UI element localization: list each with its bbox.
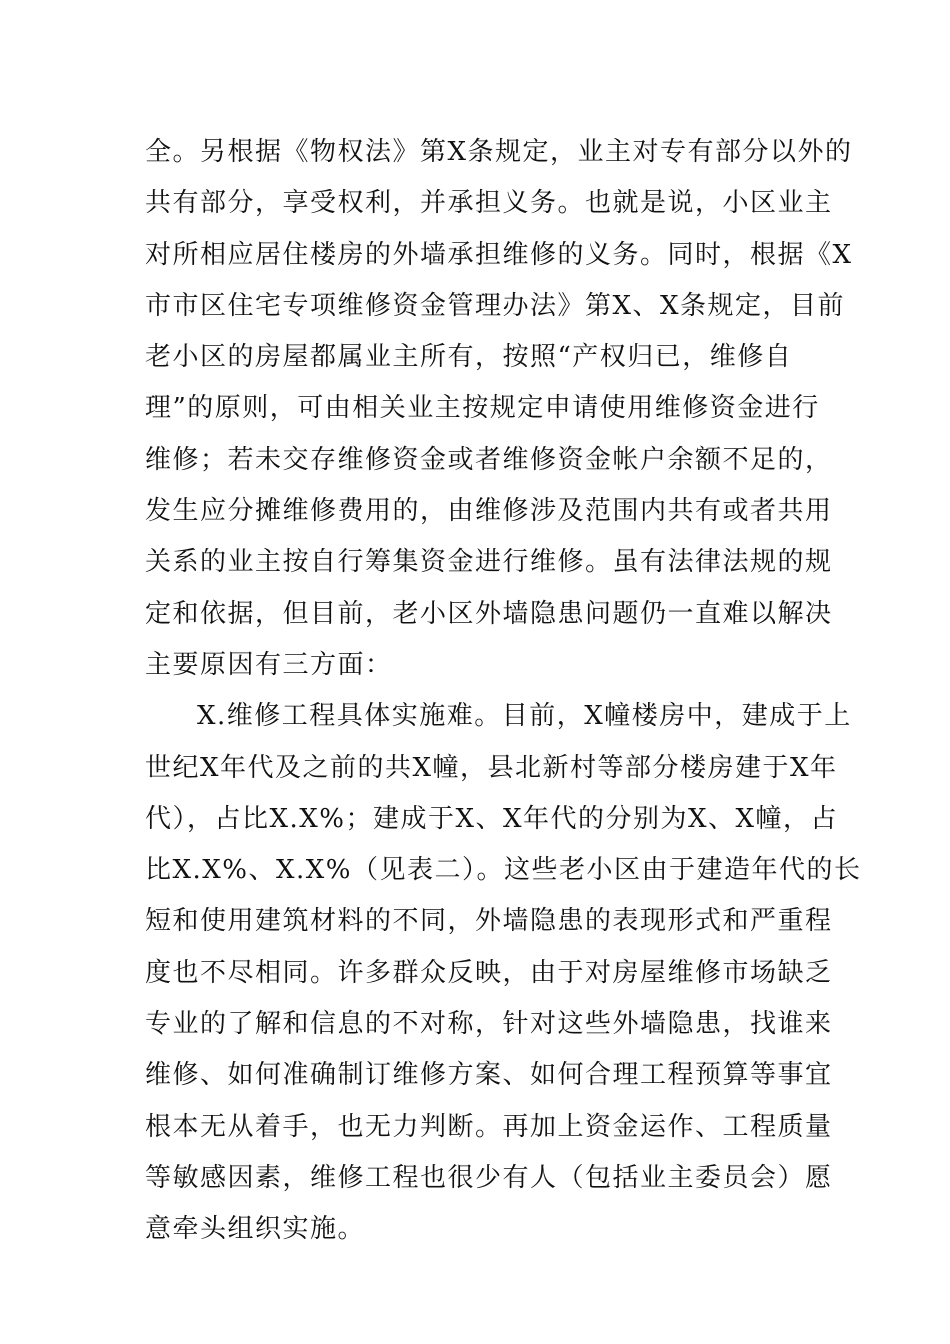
text-line: 等敏感因素，维修工程也很少有人（包括业主委员会）愿 bbox=[145, 1162, 833, 1193]
text-line: 市市区住宅专项维修资金管理办法》第X、X条规定，目前 bbox=[145, 290, 846, 321]
text-line: 共有部分，享受权利，并承担义务。也就是说，小区业主 bbox=[145, 188, 833, 219]
text-line: 全。另根据《物权法》第X条规定，业主对专有部分以外的 bbox=[145, 137, 853, 167]
text-line: 理”的原则，可由相关业主按规定申请使用维修资金进行 bbox=[145, 393, 820, 424]
text-line: 比X.X%、X.X%（见表二）。这些老小区由于建造年代的长 bbox=[145, 855, 862, 886]
paragraph-implementation bbox=[145, 691, 862, 1255]
paragraph-legal-basis bbox=[145, 127, 853, 691]
text-line: 定和依据，但目前，老小区外墙隐患问题仍一直难以解决 bbox=[145, 598, 833, 629]
text-line: 对所相应居住楼房的外墙承担维修的义务。同时，根据《X bbox=[145, 239, 853, 270]
text-line: 度也不尽相同。许多群众反映，由于对房屋维修市场缺乏 bbox=[145, 957, 833, 988]
text-line: 维修、如何准确制订维修方案、如何合理工程预算等事宜 bbox=[145, 1060, 833, 1091]
text-line: 代），占比X.X%；建成于X、X年代的分别为X、X幢，占 bbox=[145, 803, 839, 834]
text-line: X.维修工程具体实施难。目前，X幢楼房中，建成于上 bbox=[197, 701, 852, 732]
text-line: 维修；若未交存维修资金或者维修资金帐户余额不足的， bbox=[145, 444, 833, 475]
text-line: 关系的业主按自行筹集资金进行维修。虽有法律法规的规 bbox=[145, 547, 833, 578]
text-line: 世纪X年代及之前的共X幢，县北新村等部分楼房建于X年 bbox=[145, 752, 838, 783]
text-line: 发生应分摊维修费用的，由维修涉及范围内共有或者共用 bbox=[145, 496, 833, 527]
text-line: 专业的了解和信息的不对称，针对这些外墙隐患，找谁来 bbox=[145, 1009, 833, 1040]
text-line: 短和使用建筑材料的不同，外墙隐患的表现形式和严重程 bbox=[145, 906, 833, 937]
text-line: 老小区的房屋都属业主所有，按照“产权归已，维修自 bbox=[145, 342, 793, 373]
text-line: 意牵头组织实施。 bbox=[145, 1214, 366, 1245]
text-line: 主要原因有三方面： bbox=[145, 649, 393, 680]
body-text bbox=[145, 127, 862, 1256]
text-line: 根本无从着手，也无力判断。再加上资金运作、工程质量 bbox=[145, 1111, 833, 1142]
